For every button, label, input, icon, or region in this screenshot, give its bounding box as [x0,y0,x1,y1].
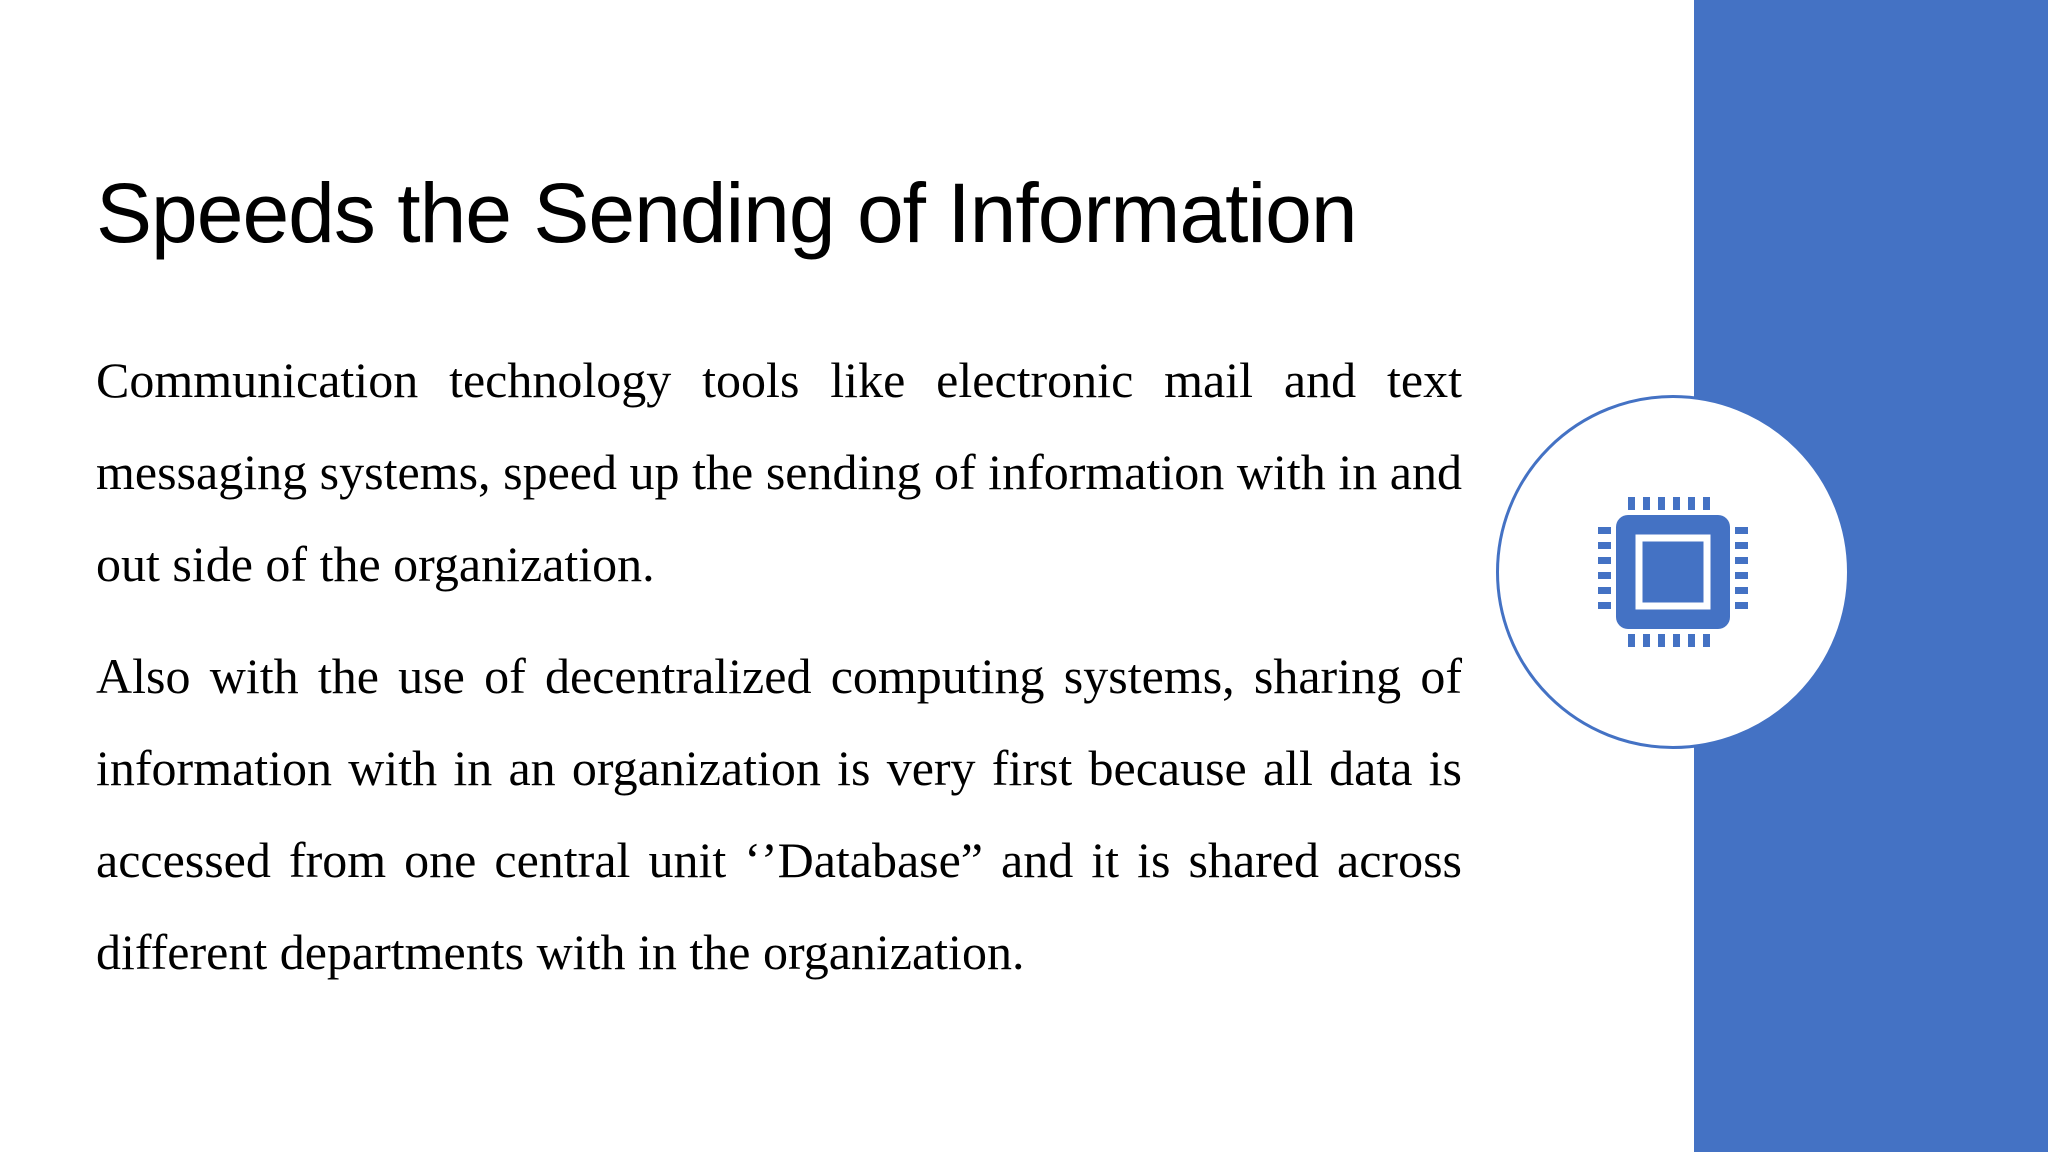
body-paragraph-1: Communication technology tools like electronic mail and text messaging systems, speed up the sending of information with in and out side of the organization. [96,352,1462,592]
slide-body [96,334,1462,1018]
slide-title: Speeds the Sending of Information [96,166,1357,260]
icon-circle [1496,395,1850,749]
body-paragraph-2: Also with the use of decentralized computing systems, sharing of information with in an organization is very first because all data is accessed from one central unit ‘’Database” and it is shared across different departments with in the organization. [96,648,1462,980]
processor-chip-icon [1594,493,1752,651]
